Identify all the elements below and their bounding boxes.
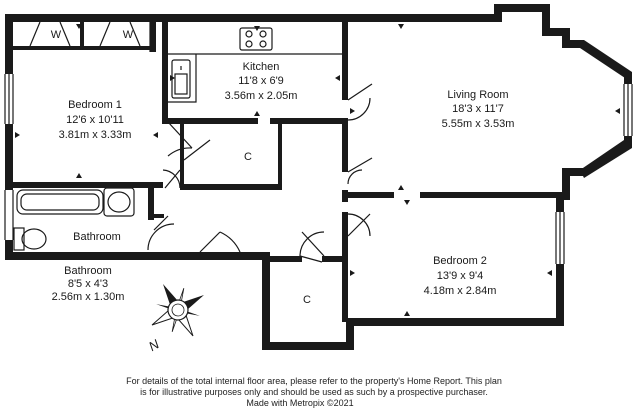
cupboard2-label: C: [303, 294, 311, 306]
living-room-imperial: 18'3 x 11'7: [452, 103, 504, 115]
bedroom1-name: Bedroom 1: [68, 99, 122, 111]
footer-disclaimer: [126, 376, 502, 408]
room-labels: [51, 29, 515, 306]
wardrobe-label-2: W: [122, 29, 134, 41]
bathroom-metric: 2.56m x 1.30m: [51, 291, 125, 303]
living-room-metric: 5.55m x 3.53m: [441, 118, 515, 130]
kitchen-metric: 3.56m x 2.05m: [224, 90, 298, 102]
kitchen-imperial: 11'8 x 6'9: [238, 75, 284, 87]
bedroom1-metric: 3.81m x 3.33m: [58, 129, 132, 141]
footer-line-3: Made with Metropix ©2021: [246, 398, 354, 408]
bathroom-name: Bathroom: [64, 265, 112, 277]
living-room-name: Living Room: [447, 89, 509, 101]
cupboard1-label: C: [244, 151, 252, 163]
bathroom-imperial: 8'5 x 4'3: [67, 278, 109, 290]
footer-line-1: For details of the total internal floor area, please refer to the property's Home Report. This plan: [126, 376, 502, 386]
compass-north-label: N: [146, 336, 162, 355]
wardrobe-label-1: W: [50, 29, 62, 41]
bedroom1-imperial: 12'6 x 10'11: [66, 114, 124, 126]
bedroom2-imperial: 13'9 x 9'4: [436, 270, 484, 282]
bedroom2-metric: 4.18m x 2.84m: [423, 285, 497, 297]
kitchen-name: Kitchen: [242, 61, 280, 73]
bathroom-inside-label: Bathroom: [73, 231, 121, 243]
footer-line-2: is for illustrative purposes only and should be used as such by a prospective purchaser.: [140, 387, 488, 397]
doors: [30, 22, 372, 262]
bedroom2-name: Bedroom 2: [433, 255, 487, 267]
